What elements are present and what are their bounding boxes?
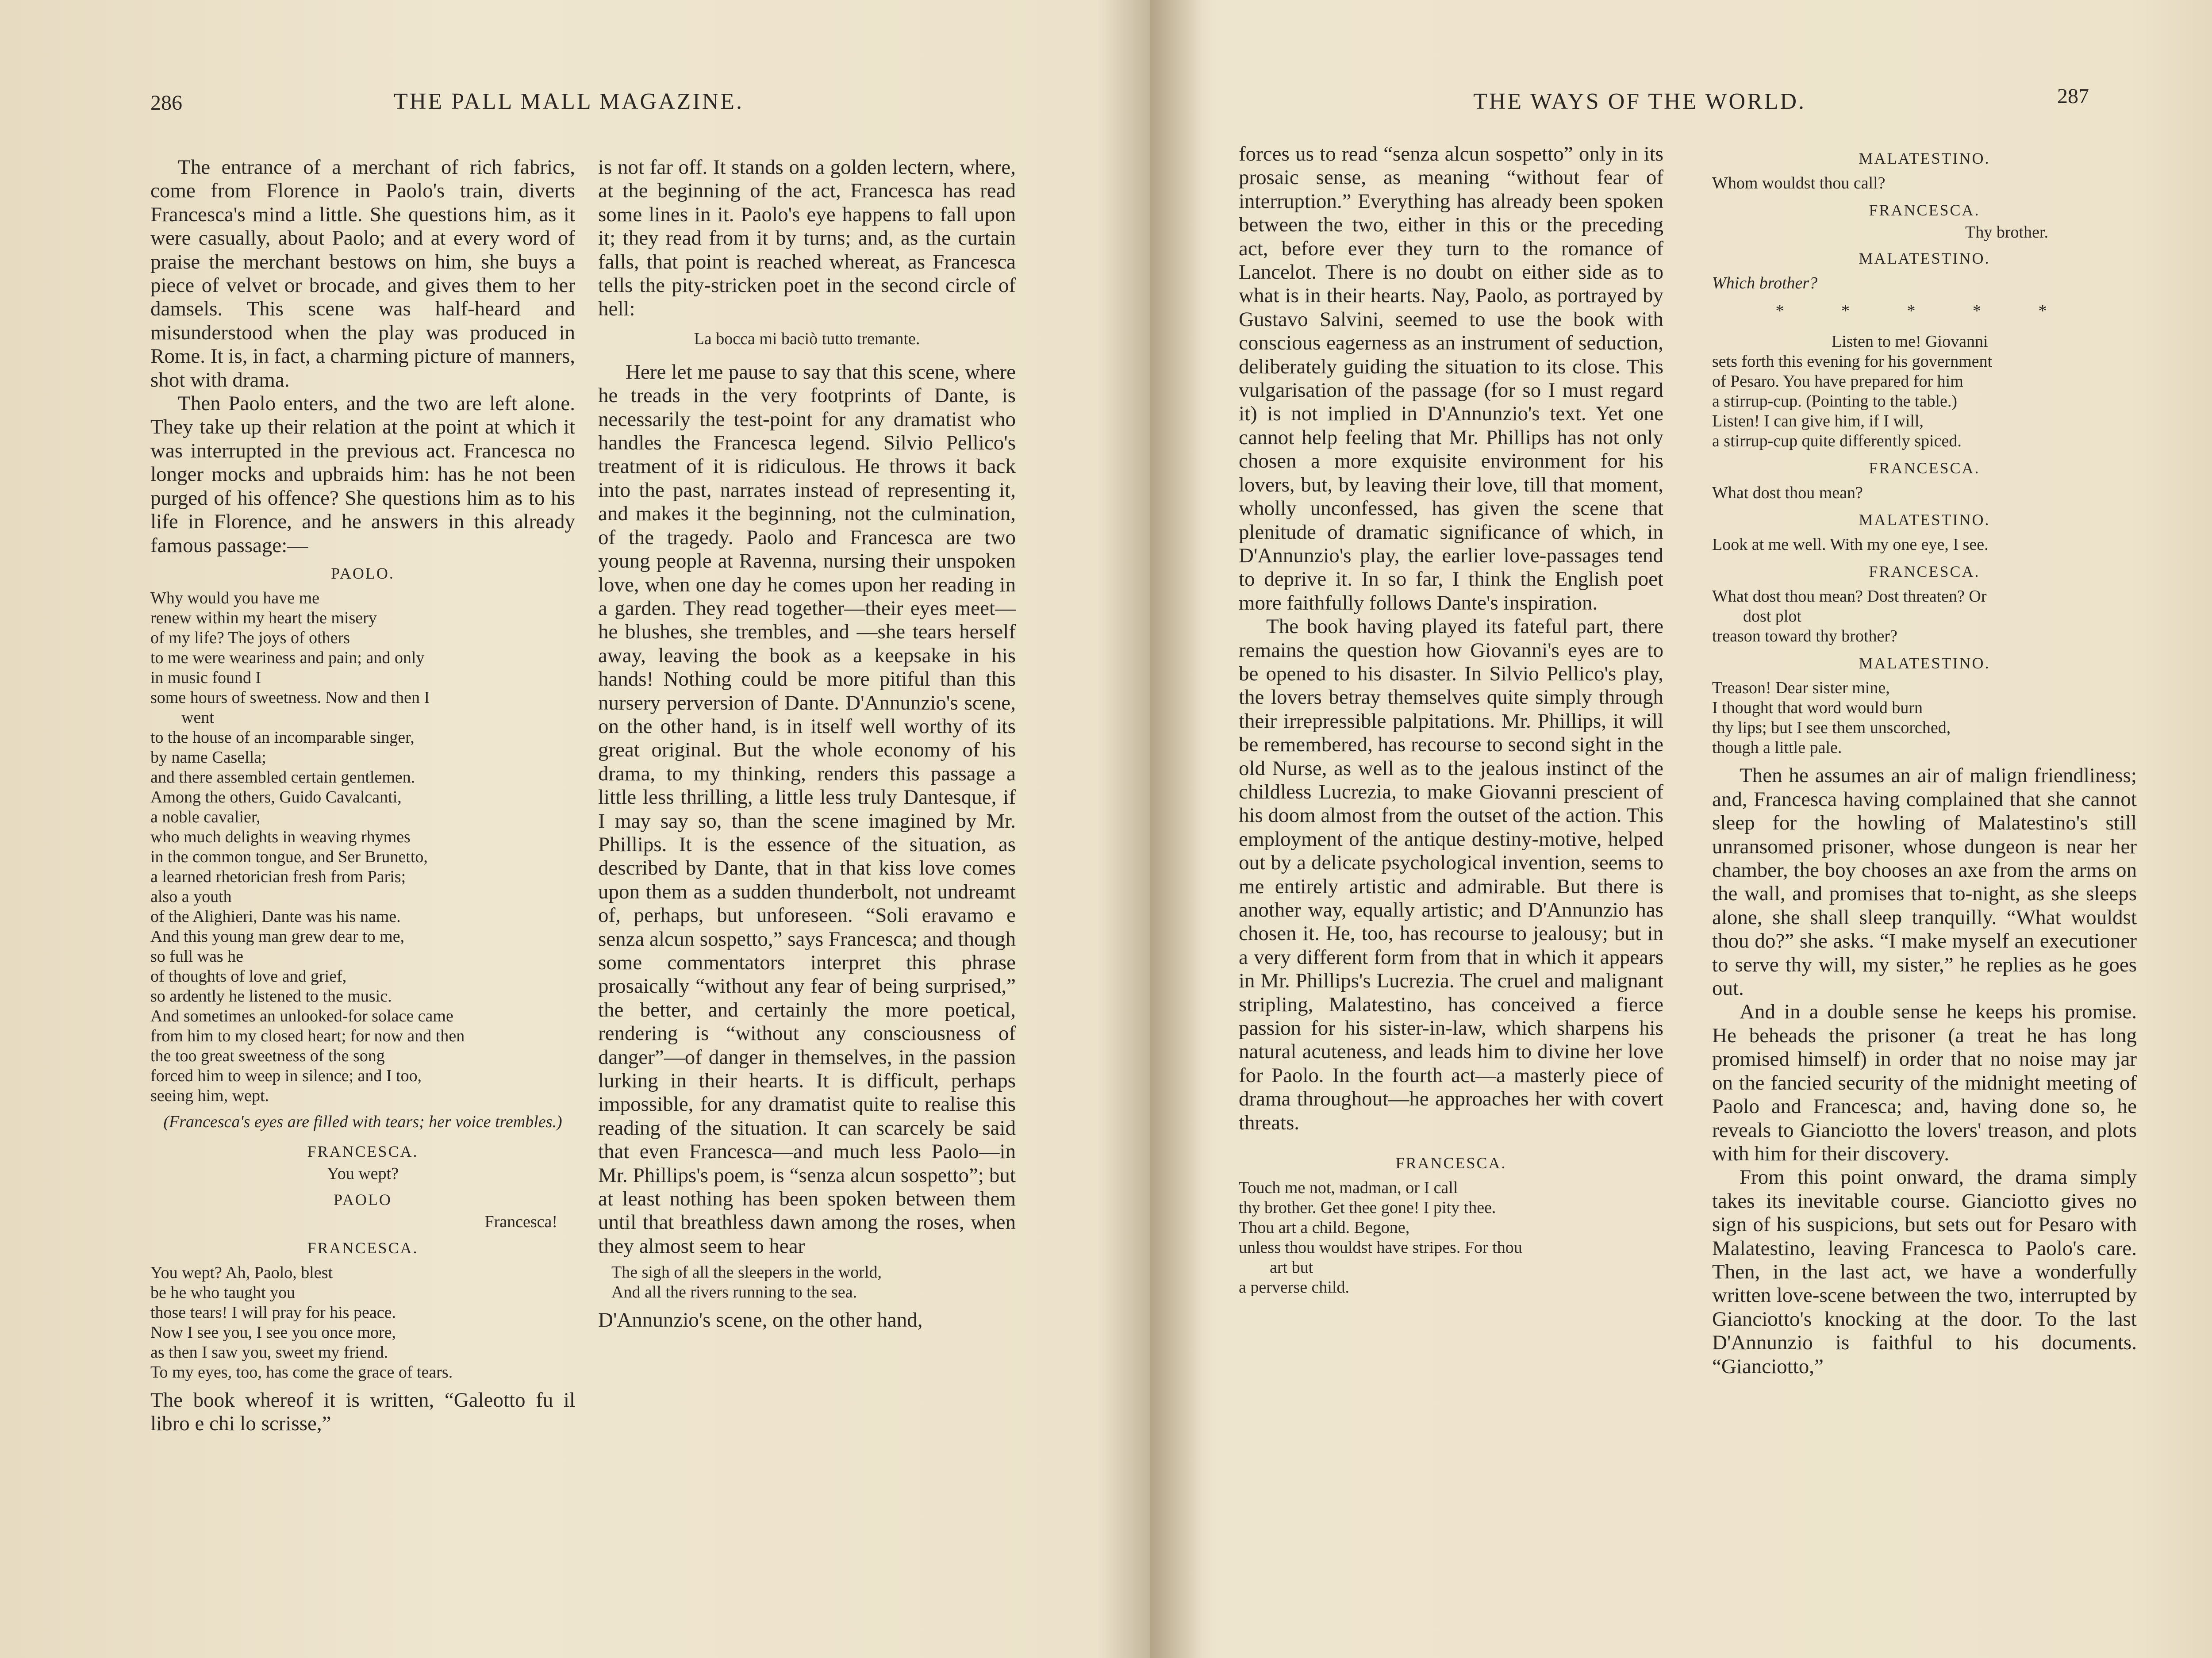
verse-line: some hours of sweetness. Now and then I xyxy=(150,688,430,707)
verse-line: of the Alighieri, Dante was his name. xyxy=(150,907,401,926)
verse-line: I thought that word would burn xyxy=(1712,699,1923,718)
verse-line: And all the rivers running to the sea. xyxy=(611,1283,857,1302)
verse-line: Among the others, Guido Cavalcanti, xyxy=(150,787,402,806)
verse-line: to me were weariness and pain; and only xyxy=(150,648,425,667)
paragraph: The book whereof it is written, “Galeotto fu il libro e chi lo scrisse,” xyxy=(150,1388,575,1435)
dialogue-line: Look at me well. With my one eye, I see. xyxy=(1712,535,1989,554)
speaker-name: PAOLO. xyxy=(331,564,395,582)
dialogue-line: What dost thou mean? xyxy=(1712,484,1863,503)
verse-line: of thoughts of love and grief, xyxy=(150,967,347,986)
verse-block xyxy=(150,588,575,1106)
section-break: * * * * * xyxy=(1775,302,2074,320)
paragraph: forces us to read “senza alcun sospetto” only in its prosaic sense, as meaning “without fear of interruption.” Everything has already been spoken between the two, either in this or the preceding act, before ever they turn to the romance of Lancelot. There is no doubt on either side as to what is in their hearts. Nay, Paolo, as portrayed by Gustavo Salvini, seemed to use the book with conscious eagerness as an instrument of seduction, deliberately guiding the situation to its close. This vulgarisation of the passage (for so I must regard it) is not implied in D'Annunzio's text. Yet one cannot help feeling that Mr. Phillips has not only chosen a more exquisite environment for his lovers, but, by leaving their love, till that moment, wholly unconfessed, has given the scene that plenitude of dramatic significance of which, in D'Annunzio's play, the earlier love-passages tend to deprive it. In so far, I think the English poet more faithfully follows Dante's inspiration. xyxy=(1239,142,1663,614)
verse-line: Listen to me! Giovanni xyxy=(1832,332,1988,351)
verse-line: Now I see you, I see you once more, xyxy=(150,1323,396,1342)
quotation: La bocca mi baciò tutto tremante. xyxy=(694,329,920,348)
verse-block xyxy=(1712,173,2137,193)
verse-line: sets forth this evening for his government xyxy=(1712,352,1993,371)
paragraph: Then Paolo enters, and the two are left alone. They take up their relation at the point at which it was interrupted in the previous act. Francesca no longer mocks and upbraids him: has he not been purged of his offence? She questions him as to his life in Florence, and he answers in this already famous passage:— xyxy=(150,392,575,557)
verse-block xyxy=(598,1263,1016,1302)
verse-line: unless thou wouldst have stripes. For thou xyxy=(1239,1238,1522,1257)
dialogue-line: Francesca! xyxy=(484,1212,557,1231)
verse-line: so ardently he listened to the music. xyxy=(150,986,392,1006)
verse-line: renew within my heart the misery xyxy=(150,608,377,627)
verse-line: as then I saw you, sweet my friend. xyxy=(150,1343,388,1362)
speaker-name: FRANCESCA. xyxy=(307,1142,419,1160)
right-column-2 xyxy=(1712,142,2137,1378)
verse-line: Why would you have me xyxy=(150,588,320,607)
speaker-name: FRANCESCA. xyxy=(1869,201,1980,219)
speaker-name: FRANCESCA. xyxy=(1869,459,1980,477)
verse-line: Touch me not, madman, or I call xyxy=(1239,1178,1458,1197)
verse-line: What dost thou mean? Dost threaten? Or xyxy=(1712,587,1987,606)
stage-direction: (Francesca's eyes are filled with tears; her voice trembles.) xyxy=(163,1112,562,1131)
verse-line: went xyxy=(181,708,214,727)
verse-line: also a youth xyxy=(150,887,232,906)
verse-line: Listen! I can give him, if I will, xyxy=(1712,412,1924,431)
verse-block xyxy=(1712,332,2137,451)
verse-line: seeing him, wept. xyxy=(150,1086,269,1105)
verse-line: The sigh of all the sleepers in the world, xyxy=(611,1263,882,1282)
verse-line: Treason! Dear sister mine, xyxy=(1712,679,1890,698)
verse-line: by name Casella; xyxy=(150,748,266,767)
verse-line: You wept? Ah, Paolo, blest xyxy=(150,1263,333,1282)
paragraph: And in a double sense he keeps his promise. He beheads the prisoner (a treat he has long promised himself) in order that no noise may jar on the fancied security of the midnight meeting of Paolo and Francesca; and, having done so, he reveals to Gianciotto the lovers' treason, and plots with him for their discovery. xyxy=(1712,1000,2137,1165)
verse-line: in the common tongue, and Ser Brunetto, xyxy=(150,847,428,866)
paragraph: From this point onward, the drama simply takes its inevitable course. Gianciotto gives no sign of his suspicions, but sets out for Pesaro with Malatestino, leaving Francesca to Paolo's care. Then, in the last act, we have a wonderfully written love-scene between the two, interrupted by Gianciotto's knocking at the door. To the last D'Annunzio is faithful to his documents. “Gianciotto,” xyxy=(1712,1166,2137,1378)
verse-line: those tears! I will pray for his peace. xyxy=(150,1303,396,1322)
verse-line: thy brother. Get thee gone! I pity thee. xyxy=(1239,1198,1496,1217)
verse-block xyxy=(1712,678,2137,758)
page-number: 287 xyxy=(2057,84,2089,108)
verse-line: so full was he xyxy=(150,947,244,966)
verse-line: and there assembled certain gentlemen. xyxy=(150,768,415,787)
verse-line: Thou art a child. Begone, xyxy=(1239,1218,1410,1237)
verse-line: of my life? The joys of others xyxy=(150,628,350,647)
verse-line: forced him to weep in silence; and I too, xyxy=(150,1066,422,1085)
speaker-name: MALATESTINO. xyxy=(1859,511,1990,529)
speaker-name: FRANCESCA. xyxy=(1395,1154,1507,1172)
verse-line: of Pesaro. You have prepared for him xyxy=(1712,372,1963,391)
paragraph: The entrance of a merchant of rich fabrics, come from Florence in Paolo's train, diverts Francesca's mind a little. She questions him, as it were casually, about Paolo; and at every word of praise the merchant bestows on him, she buys a piece of velvet or brocade, and gives them to her damsels. This scene was half-heard and misunderstood when the play was produced in Rome. It is, in fact, a charming picture of manners, shot with drama. xyxy=(150,156,575,391)
verse-block xyxy=(1712,587,2137,646)
verse-line: dost plot xyxy=(1743,607,1801,626)
dialogue-line: Which brother? xyxy=(1712,274,1818,292)
speaker-name: MALATESTINO. xyxy=(1859,150,1990,167)
verse-line: And this young man grew dear to me, xyxy=(150,927,405,946)
speaker-name: FRANCESCA. xyxy=(307,1239,419,1257)
verse-line: thy lips; but I see them unscorched, xyxy=(1712,718,1951,737)
verse-line: art but xyxy=(1270,1258,1313,1277)
verse-line: in music found I xyxy=(150,668,261,687)
speaker-name: FRANCESCA. xyxy=(1869,563,1980,581)
paragraph: is not far off. It stands on a golden lectern, where, at the beginning of the act, Francesca has read some lines in it. Paolo's eye happens to fall upon it; they read from it by turns; and, as the curtain falls, that point is reached whereat, as Francesca tells the pity-stricken poet in the second circle of hell: xyxy=(598,156,1016,321)
left-column-2 xyxy=(598,156,1016,1332)
dialogue-line: Thy brother. xyxy=(1965,223,2048,242)
speaker-name: MALATESTINO. xyxy=(1859,654,1990,672)
paragraph: D'Annunzio's scene, on the other hand, xyxy=(598,1309,923,1332)
right-page xyxy=(1150,0,2212,1658)
dialogue-line: You wept? xyxy=(327,1164,399,1183)
page-number: 286 xyxy=(150,91,182,115)
verse-block xyxy=(150,1263,575,1382)
paragraph: Then he assumes an air of malign friendliness; and, Francesca having complained that she cannot sleep for the howling of Malatestino's still unransomed prisoner, whose dungeon is near her chamber, the boy chooses an axe from the arms on the wall, and promises that to-night, as she sleeps alone, she shall sleep tranquilly. “What wouldst thou do?” she asks. “I make myself an executioner to serve thy will, my sister,” he replies as he goes out. xyxy=(1712,764,2137,1000)
verse-line: a learned rhetorician fresh from Paris; xyxy=(150,867,406,886)
right-column-1 xyxy=(1239,142,1663,1304)
verse-line: though a little pale. xyxy=(1712,738,1842,757)
verse-line: a stirrup-cup quite differently spiced. xyxy=(1712,432,1962,451)
dialogue-line: Whom wouldst thou call? xyxy=(1712,174,1886,192)
verse-block xyxy=(1239,1178,1663,1297)
left-column-1 xyxy=(150,156,575,1436)
verse-line: be he who taught you xyxy=(150,1283,296,1302)
verse-line: who much delights in weaving rhymes xyxy=(150,827,411,846)
verse-line: from him to my closed heart; for now and then xyxy=(150,1026,465,1045)
verse-line: And sometimes an unlooked-for solace came xyxy=(150,1006,453,1025)
verse-line: a perverse child. xyxy=(1239,1278,1350,1297)
paragraph: Here let me pause to say that this scene, where he treads in the very footprints of Dante, is necessarily the test-point for any dramatist who handles the Francesca legend. Silvio Pellico's treatment of it is ridiculous. He throws it back into the past, narrates instead of representing it, and makes it the beginning, not the culmination, of the tragedy. Paolo and Francesca are two young people at Ravenna, nursing their unspoken love, when one day he comes upon her reading in a garden. They read together—their eyes meet—he blushes, she trembles, and —she tears herself away, leaving the book as a keepsake in his hands! Nothing could be more pitiful than this nursery perversion of Dante. D'Annunzio's scene, on the other hand, is in itself well worthy of its great original. But the whole economy of his drama, to my thinking, renders this passage a little less thrilling, a little less truly Dantesque, if I may say so, than the scene imagined by Mr. Phillips. It is the essence of the situation, as described by Dante, that in that kiss love comes upon them as a sudden thunderbolt, not undreamt of, perhaps, but unforeseen. “Soli eravamo e senza alcun sospetto,” says Francesca; and though some commentators interpret this phrase prosaically “without any fear of being surprised,” the better, and certainly the more poetical, rendering is “without any consciousness of danger”—of danger in themselves, in the passion lurking in their hearts. It is difficult, perhaps impossible, for any dramatist quite to realise this reading of the situation. It can scarcely be said that even Francesca—and much less Paolo—in Mr. Phillips's poem, is “senza alcun sospetto”; but at least nothing has been spoken between them until that breathless dawn among the roses, when they almost seem to hear xyxy=(598,360,1016,1258)
verse-line: a stirrup-cup. (Pointing to the table.) xyxy=(1712,392,1958,411)
verse-line: to the house of an incomparable singer, xyxy=(150,728,415,747)
verse-line: To my eyes, too, has come the grace of tears. xyxy=(150,1362,453,1382)
running-head: THE PALL MALL MAGAZINE. xyxy=(394,89,744,114)
speaker-name: MALATESTINO. xyxy=(1859,249,1990,267)
paragraph: The book having played its fateful part, there remains the question how Giovanni's eyes are to be opened to his disaster. In Silvio Pellico's play, the lovers betray themselves quite simply through their irrepressible palpitations. Mr. Phillips, it will be remembered, has recourse to second sight in the old Nurse, as well as to the jealous instinct of the childless Lucrezia, to make Giovanni prescient of his doom almost from the outset of the action. This employment of the antique destiny-motive, helped out by a delicate psychological invention, seems to me entirely artistic and admirable. But there is another way, equally artistic; and D'Annunzio has chosen it. He, too, has recourse to jealousy; but in a very different form from that in which it appears in Mr. Phillips's Lucrezia. The cruel and malignant stripling, Malatestino, has conceived a fierce passion for his sister-in-law, which sharpens his natural acuteness, and leads him to divine her love for Paolo. In the fourth act—a masterly piece of drama throughout—he approaches her with covert threats. xyxy=(1239,615,1663,1134)
verse-line: a noble cavalier, xyxy=(150,807,261,826)
speaker-name: PAOLO xyxy=(334,1190,392,1209)
running-head: THE WAYS OF THE WORLD. xyxy=(1473,89,1806,114)
verse-line: the too great sweetness of the song xyxy=(150,1046,385,1065)
verse-line: treason toward thy brother? xyxy=(1712,627,1897,646)
